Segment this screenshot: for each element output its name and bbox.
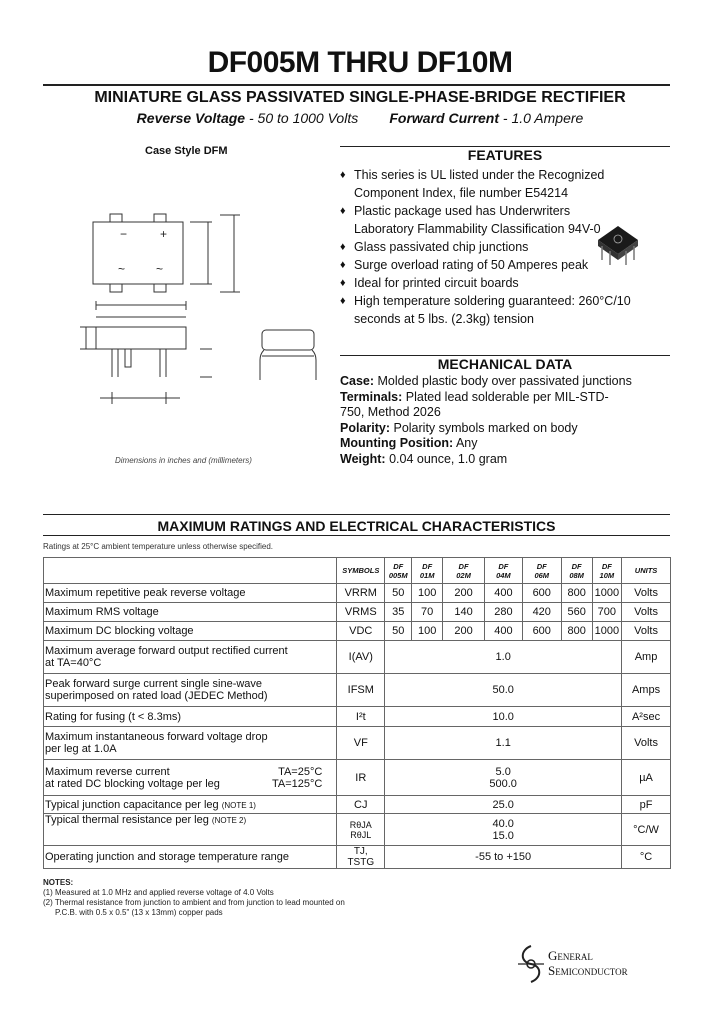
value-cell: 1000 <box>592 622 621 641</box>
value-cell: 600 <box>522 584 561 603</box>
side-view-body <box>96 327 186 349</box>
value-cell: 100 <box>412 622 443 641</box>
param-cell: Maximum instantaneous forward voltage drop per leg at 1.0A <box>44 727 337 760</box>
header-part: DF 06M <box>522 558 561 584</box>
header-part: DF 005M <box>385 558 412 584</box>
package-outline-drawing <box>40 160 340 460</box>
value-cell: 10.0 <box>385 707 622 727</box>
table-title: MAXIMUM RATINGS AND ELECTRICAL CHARACTERISTICS <box>157 518 556 534</box>
package-photo <box>592 218 642 270</box>
value-cell: 100 <box>412 584 443 603</box>
svg-text:~: ~ <box>118 262 126 276</box>
value-cell: 1.1 <box>385 727 622 760</box>
header-part: DF 01M <box>412 558 443 584</box>
symbol-cell: CJ <box>337 796 385 814</box>
table-row-thermal <box>44 814 671 846</box>
value-cell: 1000 <box>592 584 621 603</box>
note-line: (1) Measured at 1.0 MHz and applied reverse voltage of 4.0 Volts <box>43 888 274 897</box>
table-row <box>44 584 671 603</box>
value-cell: 1.0 <box>385 641 622 674</box>
value-cell: 50 <box>385 622 412 641</box>
header-units: UNITS <box>622 558 671 584</box>
feature-item: ♦ Ideal for printed circuit boards <box>340 274 670 292</box>
value-cell: 200 <box>443 584 485 603</box>
forward-current-label: Forward Current <box>389 110 500 126</box>
value-cell: 5.0 500.0 <box>385 760 622 796</box>
table-row-reverse-current <box>44 760 671 796</box>
svg-text:~: ~ <box>156 262 164 276</box>
table-row <box>44 707 671 727</box>
table-row <box>44 727 671 760</box>
param-cell: Typical junction capacitance per leg (NOTE 1) <box>44 796 337 814</box>
value-cell: 50.0 <box>385 674 622 707</box>
value-cell: 200 <box>443 622 485 641</box>
end-view-body <box>262 330 314 350</box>
symbol-cell: RθJA RθJL <box>337 814 385 846</box>
table-row <box>44 603 671 622</box>
symbol-cell: IFSM <box>337 674 385 707</box>
mech-row-terminals: Terminals: Plated lead solderable per MIL-STD-750, Method 2026 <box>340 389 609 419</box>
value-cell: 700 <box>592 603 621 622</box>
param-cell: Maximum reverse current TA=25°C at rated DC blocking voltage per leg TA=125°C <box>44 760 337 796</box>
notes-heading: NOTES: <box>43 878 74 887</box>
page-subtitle: MINIATURE GLASS PASSIVATED SINGLE-PHASE-BRIDGE RECTIFIER <box>94 89 626 106</box>
mech-row-case: Case: Molded plastic body over passivated junctions <box>340 374 632 388</box>
note-line: P.C.B. with 0.5 x 0.5" (13 x 13mm) copper pads <box>55 908 223 917</box>
table-row-capacitance <box>44 796 671 814</box>
header-part: DF 02M <box>443 558 485 584</box>
forward-current-value: - 1.0 Ampere <box>499 110 584 126</box>
unit-cell: Amp <box>622 641 671 674</box>
symbol-cell: IR <box>337 760 385 796</box>
unit-cell: Volts <box>622 603 671 622</box>
dimensions-note: Dimensions in inches and (millimeters) <box>115 456 252 465</box>
symbol-cell: I(AV) <box>337 641 385 674</box>
param-cell: Rating for fusing (t < 8.3ms) <box>44 707 337 727</box>
symbol-cell: VRRM <box>337 584 385 603</box>
value-cell: 420 <box>522 603 561 622</box>
value-cell: -55 to +150 <box>385 846 622 869</box>
top-view-body <box>93 222 183 284</box>
reverse-voltage-value: - 50 to 1000 Volts <box>245 110 359 126</box>
top-view-lead <box>154 284 166 292</box>
table-row <box>44 641 671 674</box>
value-cell: 400 <box>484 622 522 641</box>
value-cell: 50 <box>385 584 412 603</box>
case-style-label: Case Style DFM <box>145 145 228 157</box>
unit-cell: µA <box>622 760 671 796</box>
header-part: DF 10M <box>592 558 621 584</box>
table-divider <box>43 535 670 536</box>
feature-item: ♦ This series is UL listed under the Recognized Component Index, file number E54214 <box>340 166 670 202</box>
notes-section <box>43 878 345 918</box>
feature-item: ♦ High temperature soldering guaranteed: 260°C/10 seconds at 5 lbs. (2.3kg) tension <box>340 292 670 328</box>
symbol-cell: I²t <box>337 707 385 727</box>
value-cell: 280 <box>484 603 522 622</box>
symbol-cell: VDC <box>337 622 385 641</box>
features-heading: FEATURES <box>340 146 670 163</box>
param-cell: Maximum DC blocking voltage <box>44 622 337 641</box>
company-logo-text: General Semiconductor <box>548 948 628 978</box>
value-cell: 600 <box>522 622 561 641</box>
value-cell: 40.0 15.0 <box>385 814 622 846</box>
unit-cell: Volts <box>622 727 671 760</box>
table-row <box>44 674 671 707</box>
ratings-summary <box>0 110 720 126</box>
header-part: DF 08M <box>561 558 592 584</box>
value-cell: 35 <box>385 603 412 622</box>
top-view-lead <box>154 214 166 222</box>
table-row <box>44 622 671 641</box>
svg-text:−: − <box>120 227 128 241</box>
table-divider <box>43 514 670 515</box>
symbol-cell: VRMS <box>337 603 385 622</box>
feature-item: ♦ Surge overload rating of 50 Amperes peak <box>340 256 670 274</box>
mech-row-mounting: Mounting Position: Any <box>340 436 478 450</box>
unit-cell: Volts <box>622 584 671 603</box>
characteristics-table <box>43 557 671 869</box>
note-line: (2) Thermal resistance from junction to ambient and from junction to lead mounted on <box>43 898 345 907</box>
value-cell: 70 <box>412 603 443 622</box>
param-cell: Operating junction and storage temperature range <box>44 846 337 869</box>
param-cell: Typical thermal resistance per leg (NOTE 2) <box>44 814 337 846</box>
ratings-note: Ratings at 25°C ambient temperature unless otherwise specified. <box>43 542 273 551</box>
reverse-voltage-label: Reverse Voltage <box>136 110 246 126</box>
mechanical-heading: MECHANICAL DATA <box>340 355 670 372</box>
symbol-cell: TJ, TSTG <box>337 846 385 869</box>
header-part: DF 04M <box>484 558 522 584</box>
value-cell: 560 <box>561 603 592 622</box>
unit-cell: °C/W <box>622 814 671 846</box>
value-cell: 800 <box>561 622 592 641</box>
title-divider <box>43 84 670 86</box>
mechanical-data <box>340 374 670 467</box>
value-cell: 400 <box>484 584 522 603</box>
symbol-cell: VF <box>337 727 385 760</box>
param-cell: Maximum RMS voltage <box>44 603 337 622</box>
value-cell: 25.0 <box>385 796 622 814</box>
unit-cell: Volts <box>622 622 671 641</box>
company-logo-icon <box>514 942 548 986</box>
value-cell: 800 <box>561 584 592 603</box>
unit-cell: Amps <box>622 674 671 707</box>
top-view-lead <box>110 214 122 222</box>
mech-row-polarity: Polarity: Polarity symbols marked on body <box>340 420 578 435</box>
param-cell: Maximum repetitive peak reverse voltage <box>44 584 337 603</box>
header-symbols: SYMBOLS <box>337 558 385 584</box>
param-cell: Maximum average forward output rectified current at TA=40°C <box>44 641 337 674</box>
value-cell: 140 <box>443 603 485 622</box>
table-row-temperature <box>44 846 671 869</box>
mech-row-weight: Weight: 0.04 ounce, 1.0 gram <box>340 451 508 466</box>
feature-item: ♦ Plastic package used has Underwriters Laboratory Flammability Classification 94V-0 <box>340 202 609 238</box>
header-param <box>44 558 337 584</box>
param-cell: Peak forward surge current single sine-wave superimposed on rated load (JEDEC Method) <box>44 674 337 707</box>
page-title: DF005M THRU DF10M <box>207 46 513 79</box>
unit-cell: A²sec <box>622 707 671 727</box>
unit-cell: pF <box>622 796 671 814</box>
top-view-lead <box>110 284 122 292</box>
table-header-row <box>44 558 671 584</box>
unit-cell: °C <box>622 846 671 869</box>
svg-text:+: + <box>160 227 168 241</box>
feature-item: ♦ Glass passivated chip junctions <box>340 238 670 256</box>
